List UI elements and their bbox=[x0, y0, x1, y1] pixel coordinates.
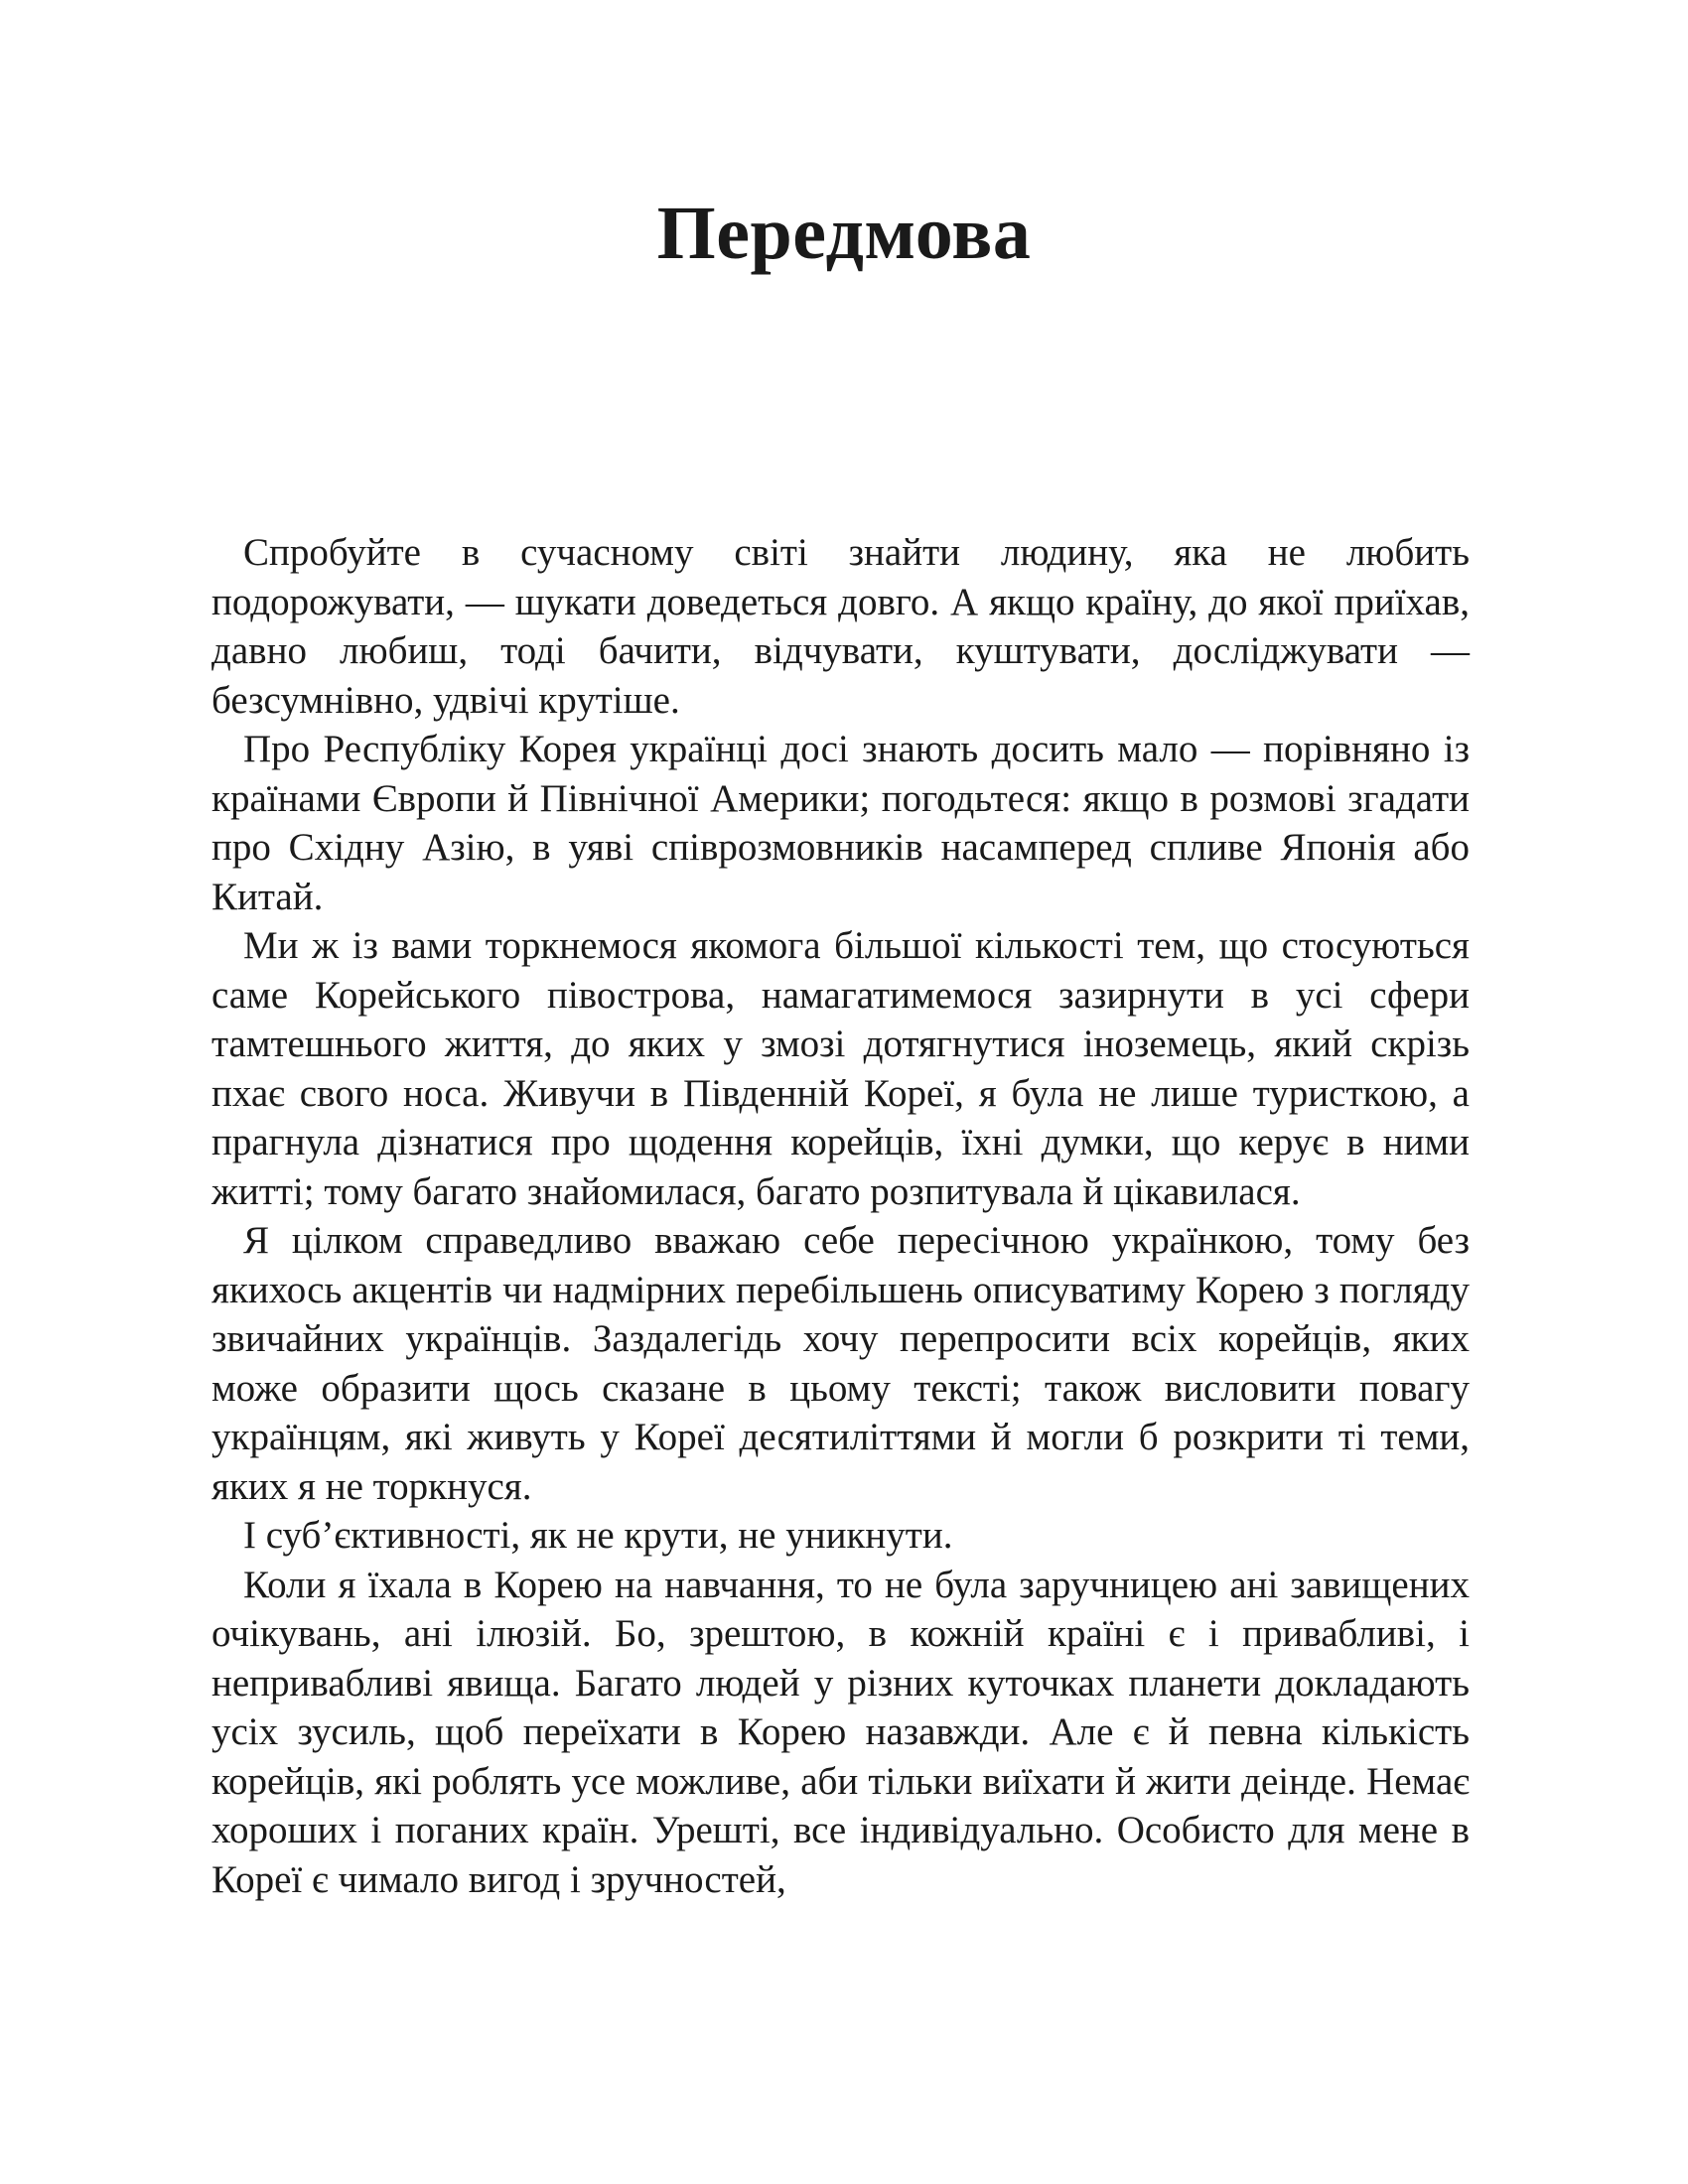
body-text bbox=[211, 528, 1470, 1904]
chapter-title: Передмова bbox=[656, 192, 1032, 275]
paragraph-6: Коли я їхала в Корею на навчання, то не була заручницею ані завищених очікувань, ані ілюзій. Бо, зрештою, в кожній країні є і привабливі, і непривабливі явища. Багато людей у різних куточках планети докладають усіх зусиль, щоб переїхати в Корею назавжди. Але є й певна кількість корейців, які роблять усе можливе, аби тільки виїхати й жити деінде. Немає хороших і поганих країн. Урешті, все індивідуально. Особисто для мене в Кореї є чимало вигод і зручностей, bbox=[211, 1563, 1470, 1901]
paragraph-4: Я цілком справедливо вважаю себе пересічною українкою, тому без якихось акцентів чи надмірних перебільшень описуватиму Корею з погляду звичайних українців. Заздалегідь хочу перепросити всіх корейців, яких може образити щось сказане в цьому тексті; також висловити повагу українцям, які живуть у Кореї десятиліттями й могли б розкрити ті теми, яких я не торкнуся. bbox=[211, 1219, 1470, 1508]
paragraph-2: Про Республіку Корея українці досі знають досить мало — порівняно із країнами Європи й Північної Америки; погодьтеся: якщо в розмові згадати про Східну Азію, в уяві співрозмовників насамперед спливе Японія або Китай. bbox=[211, 728, 1470, 918]
paragraph-3: Ми ж із вами торкнемося якомога більшої кількості тем, що стосуються саме Корейського півострова, намагатимемося зазирнути в усі сфери тамтешнього життя, до яких у змозі дотягнутися іноземець, який скрізь пхає свого носа. Живучи в Південній Кореї, я була не лише туристкою, а прагнула дізнатися про щодення корейців, їхні думки, що керує в ними житті; тому багато знайомилася, багато розпитувала й цікавилася. bbox=[211, 924, 1470, 1213]
paragraph-5: І суб’єктивності, як не крути, не уникнути. bbox=[243, 1514, 953, 1557]
paragraph-1: Спробуйте в сучасному світі знайти людину, яка не любить подорожувати, — шукати доведеться довго. А якщо країну, до якої приїхав, давно любиш, тоді бачити, відчувати, куштувати, досліджувати — безсумнівно, удвічі крутіше. bbox=[211, 531, 1470, 722]
